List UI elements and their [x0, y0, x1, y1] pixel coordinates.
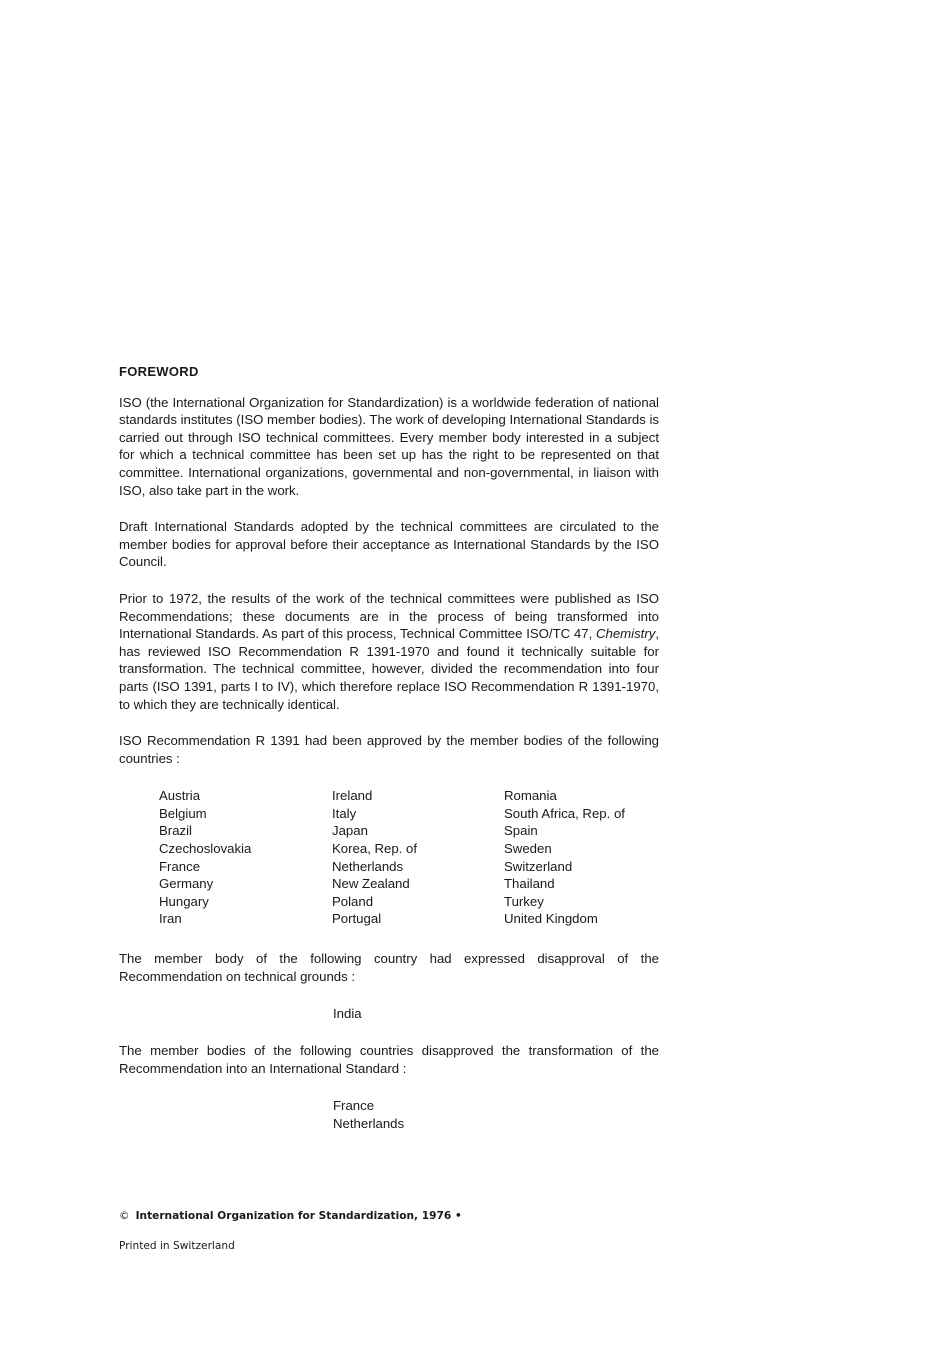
- country-item: Italy: [332, 805, 357, 821]
- country-item: Austria: [159, 788, 201, 804]
- country-item: Thailand: [504, 876, 555, 892]
- country-item: Japan: [332, 823, 368, 839]
- paragraph-draft-standards: Draft International Standards adopted by the technical committees are circulated to the member bodies for approval before their acceptance as International Standards by the ISO Council.: [119, 519, 659, 570]
- paragraph-transformation-part1: Prior to 1972, the results of the work of the technical committees were published as ISO Recommendations; these documents are in the process of being transformed into International Standards. As part of this process, Technical Committee ISO/TC 47,: [119, 590, 659, 642]
- paragraph-approval-intro: ISO Recommendation R 1391 had been approved by the member bodies of the following countries :: [119, 733, 659, 766]
- country-item: France: [159, 858, 201, 874]
- country-column-1: [159, 787, 329, 928]
- country-item: Hungary: [159, 893, 209, 909]
- foreword-section: [119, 363, 659, 1151]
- country-item: Sweden: [504, 841, 552, 857]
- country-item: Romania: [504, 788, 557, 804]
- paragraph-transformation-disapproval: The member bodies of the following countries disapproved the transformation of the Recommendation into an International Standard :: [119, 1043, 659, 1076]
- copyright-notice: [119, 1209, 462, 1223]
- paragraph-iso-intro: ISO (the International Organization for Standardization) is a worldwide federation of national standards institutes (ISO member bodies). The work of developing International Standards is carried out through ISO technical committees. Every member body interested in a subject for which a technical committee has been set up has the right to be represented on that committee. International organizations, governmental and non-governmental, in liaison with ISO, also take part in the work.: [119, 394, 659, 498]
- country-item: France: [333, 1098, 375, 1114]
- paragraph-technical-disapproval: The member body of the following country had expressed disapproval of the Recommendation on technical grounds :: [119, 951, 659, 984]
- country-item: Korea, Rep. of: [332, 841, 418, 857]
- country-item: South Africa, Rep. of: [504, 805, 625, 821]
- country-item: Ireland: [332, 788, 373, 804]
- country-item: Netherlands: [333, 1115, 405, 1131]
- country-item: Portugal: [332, 911, 382, 927]
- country-item: India: [333, 1006, 362, 1022]
- country-item: Switzerland: [504, 858, 573, 874]
- country-column-2: [332, 787, 502, 928]
- country-column-3: [504, 787, 664, 928]
- disapproving-technical-list: [333, 1005, 659, 1023]
- foreword-heading: FOREWORD: [119, 364, 199, 379]
- country-item: Czechoslovakia: [159, 841, 252, 857]
- disapproving-transformation-list: [333, 1097, 659, 1132]
- country-item: United Kingdom: [504, 911, 598, 927]
- printed-in-notice: Printed in Switzerland: [119, 1240, 235, 1252]
- country-item: Poland: [332, 893, 374, 909]
- copyright-icon: ©: [119, 1210, 130, 1222]
- approving-countries-list: [159, 787, 659, 931]
- country-item: Brazil: [159, 823, 192, 839]
- country-item: New Zealand: [332, 876, 410, 892]
- paragraph-transformation-part2: , has reviewed ISO Recommendation R 1391-1970 and found it technically suitable for transformation. The technical committee, however, divided the recommendation into four parts (ISO 1391, parts I to IV), which therefore replace ISO Recommendation R 1391-1970, to which they are technically identical.: [119, 626, 659, 712]
- country-item: Iran: [159, 911, 182, 927]
- page-footer: [119, 1209, 462, 1253]
- country-item: Germany: [159, 876, 214, 892]
- country-item: Netherlands: [332, 858, 404, 874]
- paragraph-transformation: [119, 590, 659, 713]
- copyright-text: International Organization for Standardization, 1976 •: [135, 1210, 462, 1222]
- country-item: Belgium: [159, 805, 207, 821]
- committee-name-italic: Chemistry: [595, 626, 656, 642]
- country-item: Spain: [504, 823, 538, 839]
- country-item: Turkey: [504, 893, 544, 909]
